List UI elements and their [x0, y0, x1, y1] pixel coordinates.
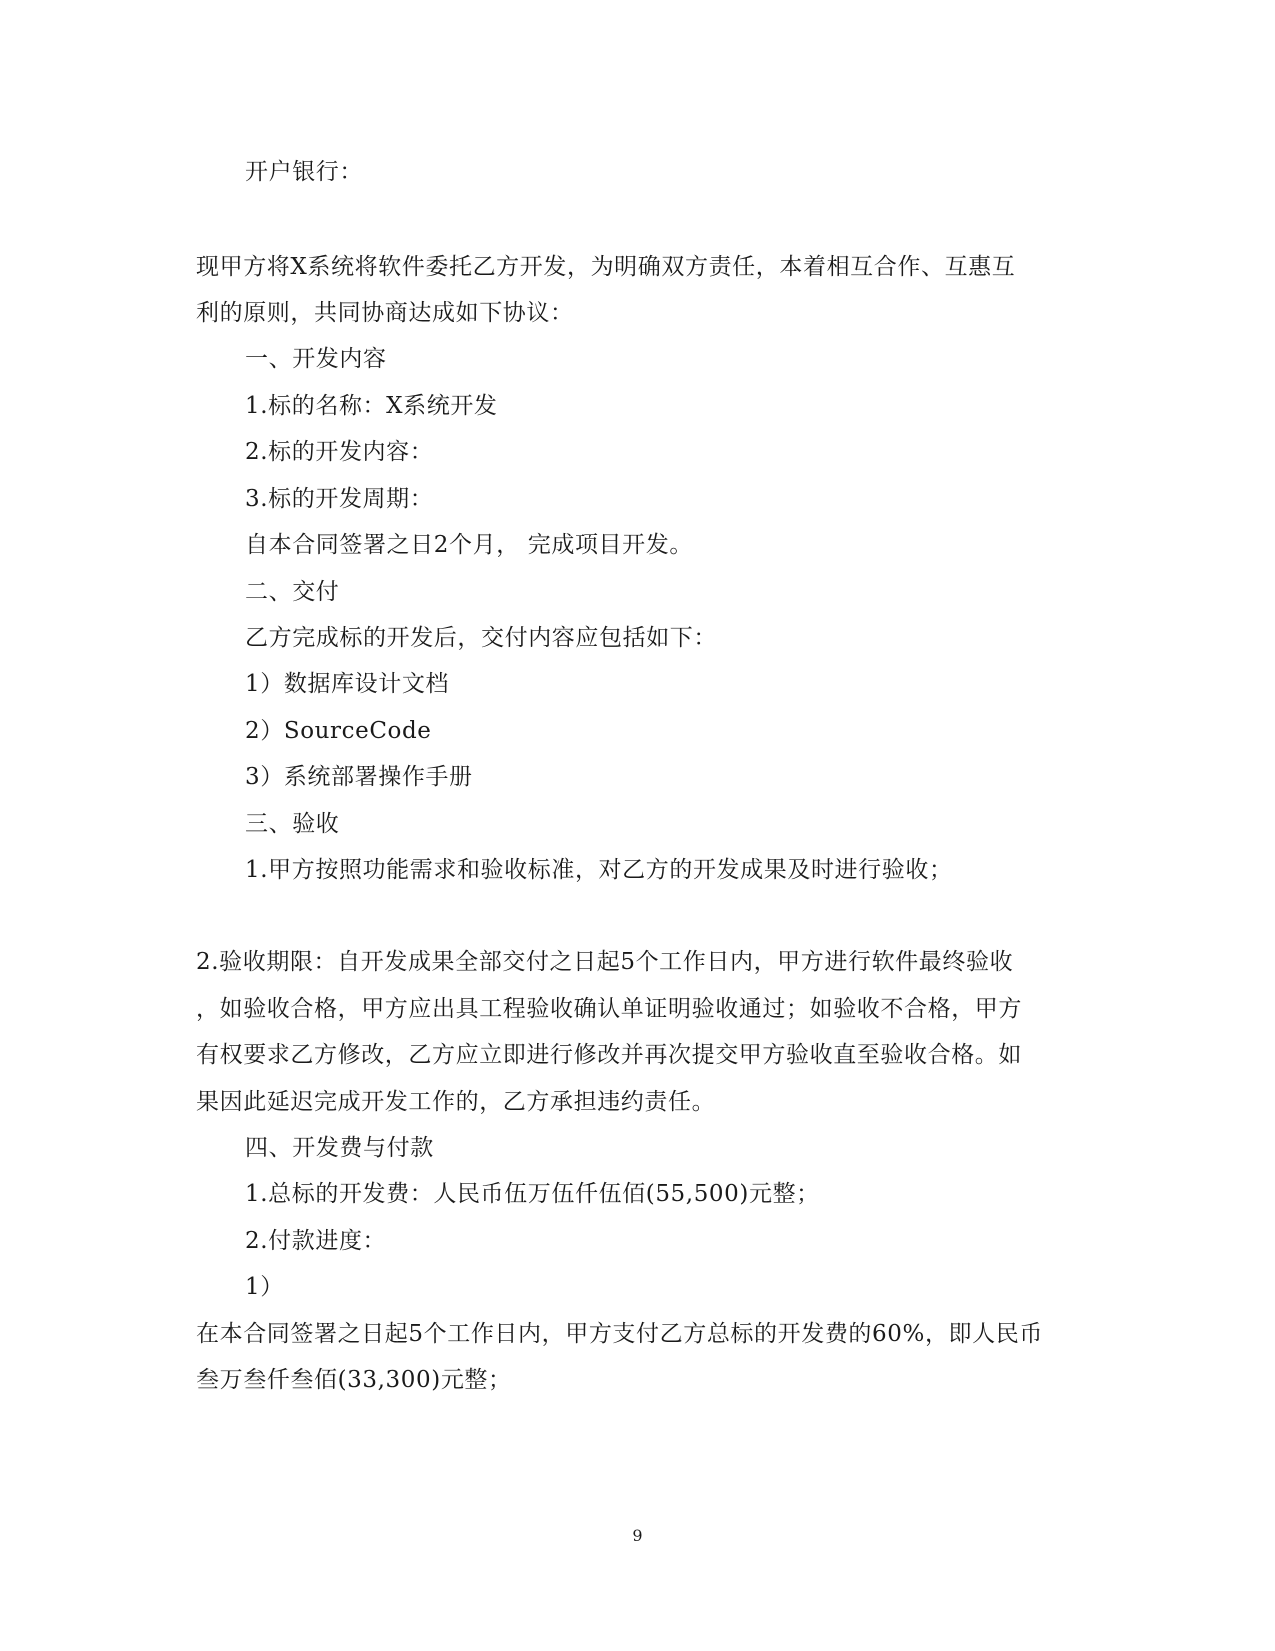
acceptance-clause-2-line-1: 2.验收期限：自开发成果全部交付之日起5个工作日内，甲方进行软件最终验收 — [196, 949, 1014, 975]
section-heading-delivery: 二、交付 — [245, 579, 340, 605]
section-heading-development-content: 一、开发内容 — [245, 346, 387, 372]
acceptance-clause-2-line-2: ，如验收合格，甲方应出具工程验收确认单证明验收通过；如验收不合格，甲方 — [196, 996, 1022, 1022]
section-heading-fees-payment: 四、开发费与付款 — [245, 1135, 434, 1161]
preamble-line-2: 利的原则，共同协商达成如下协议： — [196, 300, 574, 326]
acceptance-clause-2-line-4: 果因此延迟完成开发工作的，乙方承担违约责任。 — [196, 1089, 716, 1115]
delivery-item-source-code: 2）SourceCode — [245, 718, 432, 744]
acceptance-clause-1: 1.甲方按照功能需求和验收标准，对乙方的开发成果及时进行验收； — [245, 857, 953, 883]
acceptance-clause-2-line-3: 有权要求乙方修改，乙方应立即进行修改并再次提交甲方验收直至验收合格。如 — [196, 1042, 1022, 1068]
schedule-item-1-marker: 1） — [245, 1274, 284, 1300]
preamble-line-1: 现甲方将X系统将软件委托乙方开发，为明确双方责任，本着相互合作、互惠互 — [196, 254, 1016, 280]
delivery-item-database-doc: 1）数据库设计文档 — [245, 671, 450, 697]
delivery-intro: 乙方完成标的开发后，交付内容应包括如下： — [245, 625, 717, 651]
page-number: 9 — [632, 1526, 643, 1545]
clause-subject-name: 1.标的名称：X系统开发 — [245, 393, 498, 419]
clause-subject-period: 3.标的开发周期： — [245, 486, 434, 512]
delivery-item-deploy-manual: 3）系统部署操作手册 — [245, 764, 473, 790]
clause-period-detail: 自本合同签署之日2个月， 完成项目开发。 — [245, 532, 693, 558]
bank-label-line: 开户银行： — [245, 159, 363, 185]
schedule-item-1-line-2: 叁万叁仟叁佰(33,300)元整； — [196, 1367, 512, 1393]
schedule-item-1-line-1: 在本合同签署之日起5个工作日内，甲方支付乙方总标的开发费的60%，即人民币 — [196, 1321, 1043, 1347]
clause-subject-content: 2.标的开发内容： — [245, 439, 434, 465]
section-heading-acceptance: 三、验收 — [245, 811, 340, 837]
fee-clause-total: 1.总标的开发费：人民币伍万伍仟伍佰(55,500)元整； — [245, 1181, 820, 1207]
fee-clause-schedule: 2.付款进度： — [245, 1228, 387, 1254]
